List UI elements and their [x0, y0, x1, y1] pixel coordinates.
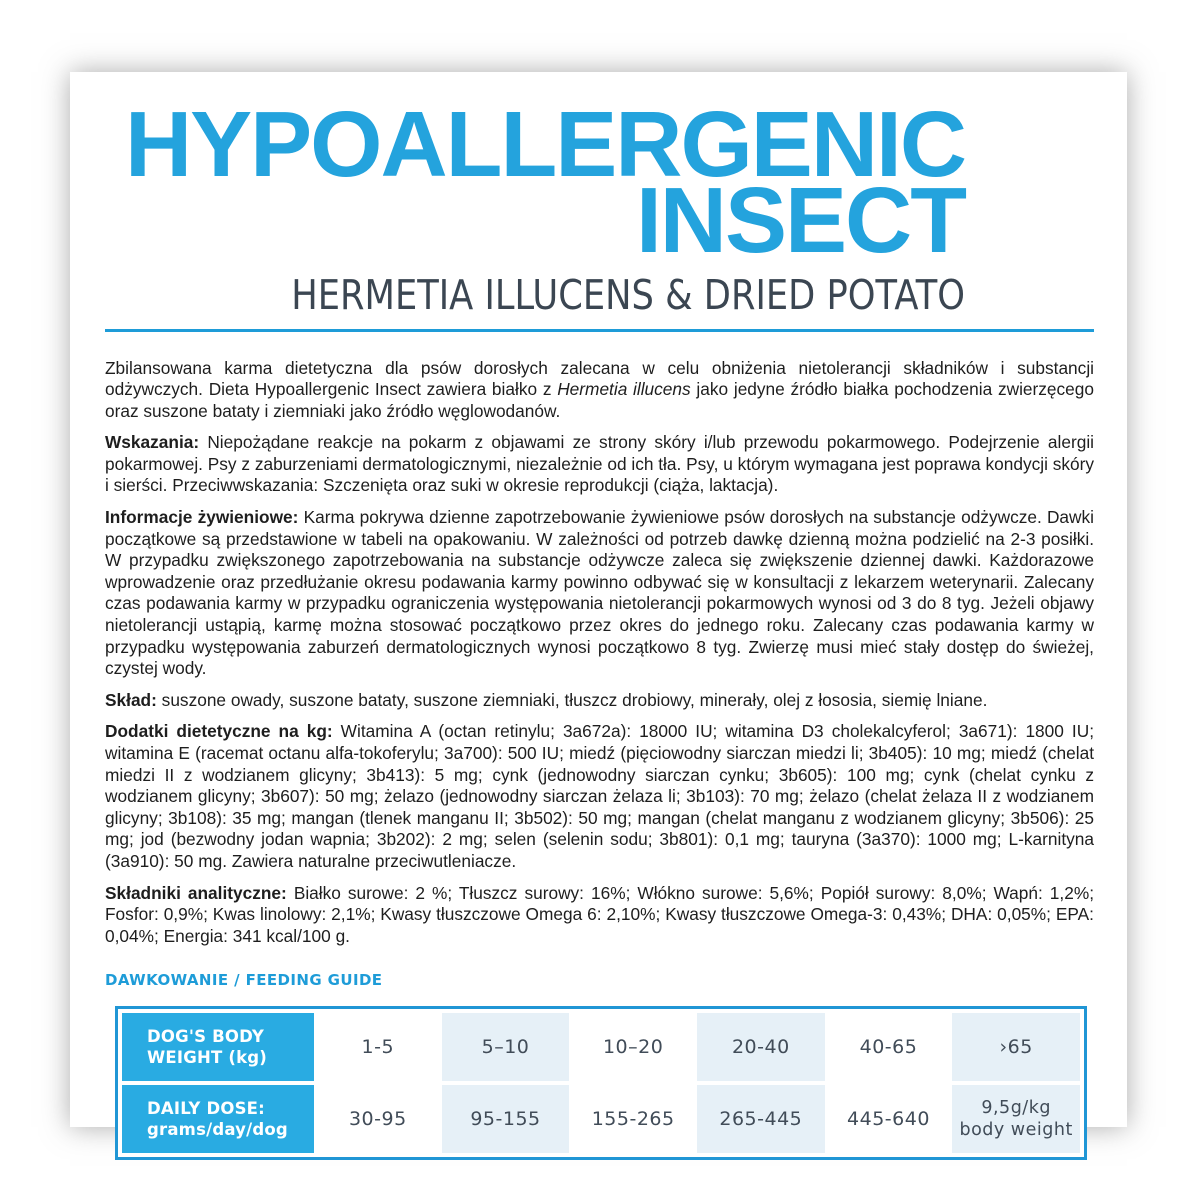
- row-header-daily-dose: [122, 1085, 314, 1153]
- daily-dose-cell: 445-640: [847, 1108, 930, 1131]
- row-header-line: grams/day/dog: [147, 1120, 288, 1140]
- weight-range-cell: 5–10: [442, 1013, 570, 1081]
- feeding-guide-heading: DAWKOWANIE / FEEDING GUIDE: [105, 971, 383, 990]
- product-label-card: [70, 72, 1127, 1141]
- feeding-guide-table: [115, 1006, 1087, 1160]
- paragraph-nutrition-info: Informacje żywieniowe: Karma pokrywa dzienne zapotrzebowanie żywieniowe psów dorosłych na substancje odżywcze. Dawki początkowe są przedstawione w tabeli na opakowaniu. W zależności od potrzeb dawkę dzienną można podzielić na 2-3 posiłki. W przypadku zwiększonego zapotrzebowania na substancje odżywcze zaleca się zwiększenie dziennej dawki. Każdorazowe wprowadzenie oraz przedłużanie okresu podawania karmy powinno odbywać się w konsultacji z lekarzem weterynarii. Zalecany czas podawania karmy w przypadku ograniczenia występowania nietolerancji pokarmowych wynosi od 3 do 8 tyg. Jeżeli objawy nietolerancji ustąpią, karmę można stosować początkowo przez okres do jednego roku. Zalecany czas podawania karmy w przypadku występowania zaburzeń dermatologicznych wynosi początkowo 8 tyg. Zwierzę musi mieć stały dostęp do świeżej, czystej wody.: [105, 507, 1094, 679]
- row-header-body-weight: [122, 1013, 314, 1081]
- weight-range-cell: 20-40: [697, 1013, 825, 1081]
- weight-range-cell: 40-65: [859, 1036, 918, 1059]
- daily-dose-cell: 9,5g/kg body weight: [952, 1085, 1080, 1153]
- daily-dose-cell: 265-445: [697, 1085, 825, 1153]
- paragraph-dietary-additives: Dodatki dietetyczne na kg: Witamina A (octan retinylu; 3a672a): 18000 IU; witamina D3 cholekalcyferol; 3a671): 1800 IU; witamina E (racemat octanu alfa-tokoferylu; 3a700): 500 IU; miedź (pięciowodny siarczan miedzi li; 3b405): 10 mg; miedź (chelat miedzi II z wodzianem glicyny; 3b413): 5 mg; cynk (jednowodny siarczan cynku; 3b605): 100 mg; cynk (chelat cynku z wodzianem glicyny; 3b607): 50 mg; żelazo (jednowodny siarczan żelaza li; 3b103): 70 mg; żelazo (chelat żelaza II z wodzianem glicyny; 3b108): 35 mg; mangan (tlenek manganu II; 3b502): 50 mg; mangan (chelat manganu z wodzianem glicyny; 3b506): 25 mg; jod (bezwodny jodan wapnia; 3b202): 2 mg; selen (selenin sodu; 3b801): 0,1 mg; tauryna (3a370): 1000 mg; L-karnityna (3a910): 50 mg. Zawiera naturalne przeciwutleniacze.: [105, 721, 1094, 871]
- feeding-guide-grid: [122, 1013, 1080, 1153]
- product-subtitle: HERMETIA ILLUCENS & DRIED POTATO: [291, 270, 965, 319]
- title-block: [105, 92, 965, 319]
- row-header-line: DOG'S BODY: [147, 1026, 264, 1046]
- label-content: [105, 92, 1094, 1160]
- description-text: [105, 358, 1094, 948]
- paragraph-composition: Skład: suszone owady, suszone bataty, suszone ziemniaki, tłuszcz drobiowy, minerały, olej z łososia, siemię lniane.: [105, 689, 988, 710]
- row-header-line: DAILY DOSE:: [147, 1098, 265, 1118]
- daily-dose-cell: 155-265: [591, 1108, 675, 1131]
- paragraph-intro: Zbilansowana karma dietetyczna dla psów dorosłych zalecana w celu obniżenia nietolerancji składników i substancji odżywczych. Dieta Hypoallergenic Insect zawiera białko z Hermetia illucens jako jedyne źródło białka pochodzenia zwierzęcego oraz suszone bataty i ziemniaki jako źródło węglowodanów.: [105, 357, 1094, 421]
- weight-range-cell: 1-5: [361, 1036, 395, 1059]
- row-header-line: WEIGHT (kg): [147, 1048, 268, 1068]
- daily-dose-cell: 30-95: [348, 1108, 407, 1131]
- daily-dose-cell: 95-155: [442, 1085, 570, 1153]
- weight-range-cell: ›65: [952, 1013, 1080, 1081]
- product-title-line2: INSECT: [635, 168, 965, 273]
- paragraph-analytical-components: Składniki analityczne: Białko surowe: 2 %; Tłuszcz surowy: 16%; Włókno surowe: 5,6%; Popiół surowy: 8,0%; Wapń: 1,2%; Fosfor: 0,9%; Kwas linolowy: 2,1%; Kwasy tłuszczowe Omega 6: 2,10%; Kwasy tłuszczowe Omega-3: 0,43%; DHA: 0,05%; EPA: 0,04%; Energia: 341 kcal/100 g.: [105, 882, 1094, 946]
- product-title-line1: HYPOALLERGENIC: [124, 92, 965, 196]
- title-divider: [105, 329, 1094, 332]
- paragraph-indications: Wskazania: Niepożądane reakcje na pokarm z objawami ze strony skóry i/lub przewodu pokarmowego. Podejrzenie alergii pokarmowej. Psy z zaburzeniami dermatologicznymi, niezależnie od ich tła. Psy, u którym wymagana jest poprawa kondycji skóry i sierści. Przeciwwskazania: Szczenięta oraz suki w okresie reprodukcji (ciąża, laktacja).: [105, 432, 1094, 496]
- weight-range-cell: 10–20: [602, 1036, 664, 1059]
